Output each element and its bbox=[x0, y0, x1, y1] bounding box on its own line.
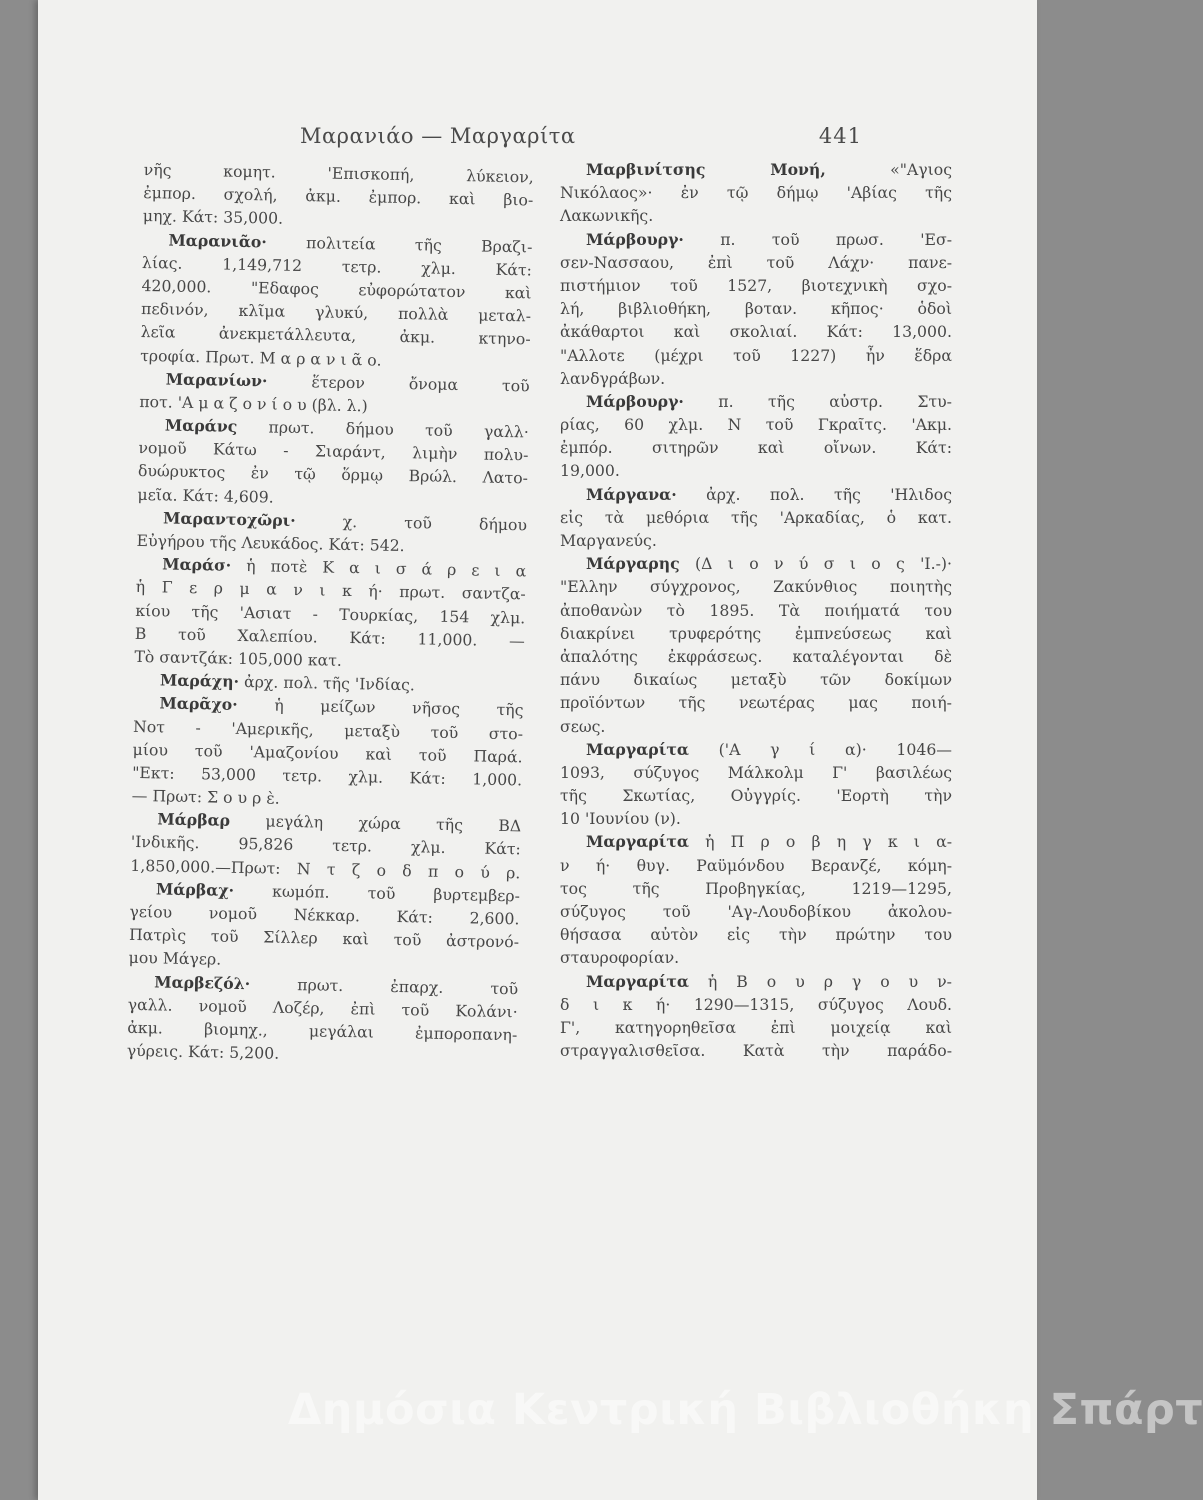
book-page bbox=[38, 0, 1203, 1500]
entry-text: τῆς Σκωτίας, Οὐγγρίς. 'Εορτὴ τὴν bbox=[560, 786, 952, 806]
entry-text: μίου τοῦ 'Αμαζονίου καὶ τοῦ Παρά. bbox=[132, 739, 523, 767]
entry-text: στραγγαλισθεῖσα. Κατὰ τὴν παράδο- bbox=[560, 1041, 952, 1061]
entry-headword: Μαρανίων· bbox=[165, 369, 268, 391]
text-line bbox=[560, 228, 952, 251]
text-line bbox=[560, 274, 952, 297]
text-line bbox=[560, 715, 952, 738]
entry-text: ἀρχ. πολ. τῆς 'Ηλιδος bbox=[676, 484, 952, 504]
text-line bbox=[560, 158, 952, 181]
entry-text: πιστήμιον τοῦ 1527, βιοτεχνικὴ σχο- bbox=[560, 275, 952, 295]
text-line bbox=[560, 854, 952, 877]
entry-text: νῆς κομητ. 'Επισκοπή, λύκειον, bbox=[143, 159, 534, 187]
text-line bbox=[560, 1016, 952, 1039]
entry-text: ἡ Γ ε ρ μ α ν ι κ ή· πρωτ. σαντζα- bbox=[135, 577, 526, 604]
entry-headword: Μαρᾶχο· bbox=[159, 693, 238, 715]
running-head bbox=[38, 124, 1037, 154]
entry-text: μεῖα. Κάτ: 4,609. bbox=[137, 484, 274, 507]
entry-text: 'Ινδικῆς. 95,826 τετρ. χλμ. Κάτ: bbox=[130, 832, 521, 859]
entry-text: — Πρωτ: Σ ο υ ρ ὲ. bbox=[131, 785, 280, 808]
entry-text: ἐμπόρ. σιτηρῶν καὶ οἴνων. Κάτ: bbox=[560, 438, 952, 458]
text-line bbox=[560, 367, 952, 390]
entry-text: χ. τοῦ δήμου bbox=[295, 510, 528, 535]
entry-text: ἐμπορ. σχολή, ἀκμ. ἐμπορ. καὶ βιο- bbox=[143, 183, 534, 210]
entry-text: δυώρυκτος ἐν τῷ ὅρμῳ Βρώλ. Λατο- bbox=[137, 461, 529, 488]
text-line bbox=[560, 251, 952, 274]
entry-text: ρίας, 60 χλμ. Ν τοῦ Γκραῖτς. 'Ακμ. bbox=[560, 415, 952, 435]
entry-text: κωμόπ. τοῦ βυρτεμβερ- bbox=[233, 880, 521, 906]
text-line bbox=[560, 830, 952, 853]
text-line bbox=[560, 993, 952, 1016]
entry-text: Λακωνικῆς. bbox=[560, 206, 654, 226]
text-line bbox=[560, 344, 952, 367]
entry-text: Γ', κατηγορηθεῖσα ἐπὶ μοιχείᾳ καὶ bbox=[560, 1017, 952, 1037]
entry-text: νομοῦ Κάτω - Σιαράντ, λιμὴν πολυ- bbox=[138, 438, 529, 465]
entry-text: πάνυ δικαίως μεταξὺ τῶν δοκίμων bbox=[560, 670, 952, 690]
entry-headword: Μαρβινίτσης Μονή, bbox=[586, 160, 826, 179]
text-line bbox=[560, 691, 952, 714]
entry-text: «"Αγιος bbox=[825, 160, 952, 179]
text-line bbox=[560, 529, 952, 552]
entry-text: τροφία. Πρωτ. Μ α ρ α ν ι ᾶ ο. bbox=[140, 345, 382, 370]
entry-text: σεν-Νασσαου, ἐπὶ τοῦ Λάχν· πανε- bbox=[560, 252, 952, 272]
text-line bbox=[560, 320, 952, 343]
entry-headword: Μάργαρης bbox=[586, 554, 680, 574]
text-line bbox=[560, 459, 952, 482]
entry-text: ἀπαλότης ἐκφράσεως. καταλέγονται δὲ bbox=[560, 646, 952, 666]
entry-text: Νοτ - 'Αμερικῆς, μεταξὺ τοῦ στο- bbox=[132, 716, 524, 743]
entry-headword: Μαργαρίτα bbox=[586, 739, 689, 759]
text-line bbox=[560, 181, 952, 204]
text-line bbox=[560, 413, 952, 436]
entry-text: πεδινόν, κλῖμα γλυκύ, πολλὰ μεταλ- bbox=[140, 299, 532, 326]
entry-text: (Δ ι ο ν ύ σ ι ο ς 'Ι.-)· bbox=[679, 554, 952, 574]
entry-text: Β τοῦ Χαλεπίου. Κάτ: 11,000. — bbox=[134, 623, 525, 651]
entry-headword: Μάργανα· bbox=[586, 484, 677, 504]
text-line bbox=[560, 297, 952, 320]
entry-text: 10 'Ιουνίου (ν). bbox=[560, 809, 681, 829]
entry-text: 19,000. bbox=[560, 461, 620, 481]
text-line bbox=[560, 784, 952, 807]
entry-text: σύζυγος τοῦ 'Αγ-Λουδοβίκου ἀκολου- bbox=[560, 902, 952, 921]
right-column bbox=[560, 158, 952, 1062]
entry-text: 1,850,000.—Πρωτ: Ν τ ζ ο δ π ο ύ ρ. bbox=[130, 855, 521, 882]
text-line bbox=[560, 970, 952, 993]
entry-text: ἀρχ. πολ. τῆς 'Ινδίας. bbox=[238, 672, 416, 695]
entry-text: ποτ. 'Α μ α ζ ο ν ί ο υ (βλ. λ.) bbox=[139, 391, 368, 416]
entry-text: Πατρὶς τοῦ Σίλλερ καὶ τοῦ ἀστρονό- bbox=[128, 925, 520, 952]
entry-text: μου Μάγερ. bbox=[128, 948, 222, 970]
entry-text: ν ή· θυγ. Ραϋμόνδου Βερανζέ, κόμη- bbox=[560, 855, 952, 875]
entry-text: "Ελλην σύγχρονος, Ζακύνθιος ποιητὴς bbox=[560, 577, 952, 597]
entry-text: π. τοῦ πρωσ. 'Εσ- bbox=[683, 229, 952, 249]
page-number: 441 bbox=[818, 124, 862, 148]
text-line bbox=[560, 761, 952, 784]
entry-text: πολιτεία τῆς Βραζι- bbox=[266, 231, 533, 257]
entry-text: σεως. bbox=[560, 716, 606, 736]
text-line bbox=[560, 622, 952, 645]
entry-headword: Μαρανιᾶο· bbox=[168, 230, 268, 251]
text-line bbox=[560, 483, 952, 506]
entry-headword: Μαράνς bbox=[164, 415, 238, 436]
entry-headword: Μαργαρίτα bbox=[586, 971, 689, 991]
entry-headword: Μάρβουργ· bbox=[586, 229, 684, 249]
text-line bbox=[560, 668, 952, 691]
entry-text: προϊόντων τῆς νεωτέρας μας ποιή- bbox=[560, 693, 952, 713]
text-line bbox=[560, 807, 952, 830]
text-line bbox=[560, 1039, 952, 1062]
entry-text: τος τῆς Προβηγκίας, 1219—1295, bbox=[560, 878, 952, 898]
entry-text: ἀποθανὼν τὸ 1895. Τὰ ποιήματά του bbox=[560, 600, 952, 620]
entry-headword: Μάρβαρ bbox=[157, 809, 231, 831]
entry-headword: Μαραντοχῶρι· bbox=[162, 508, 296, 530]
entry-headword: Μάρβαχ· bbox=[155, 879, 235, 900]
entry-text: π. τῆς αὐστρ. Στυ- bbox=[683, 391, 952, 411]
entry-text: μεγάλη χώρα τῆς ΒΔ bbox=[229, 811, 522, 836]
entry-text: Μαργανεύς. bbox=[560, 531, 657, 550]
text-line bbox=[560, 738, 952, 761]
entry-text: ('Α γ ί α)· 1046— bbox=[688, 739, 952, 759]
entry-headword: Μαρβεζόλ· bbox=[154, 971, 251, 993]
text-line bbox=[560, 552, 952, 575]
entry-text: πρωτ. δήμου τοῦ γαλλ· bbox=[237, 416, 529, 442]
text-line bbox=[560, 599, 952, 622]
entry-headword: Μαράσ· bbox=[162, 554, 232, 575]
entry-text: πρωτ. ἐπαρχ. τοῦ bbox=[250, 973, 519, 998]
left-column bbox=[127, 158, 534, 1070]
entry-text: εἰς τὰ μεθόρια τῆς 'Αρκαδίας, ὁ κατ. bbox=[560, 507, 952, 527]
entry-headword: Μαράχη· bbox=[159, 670, 240, 692]
entry-text: Τὸ σαντζάκ: 105,000 κατ. bbox=[134, 646, 343, 670]
entry-text: λή, βιβλιοθήκη, βοταν. κῆπος· ὁδοὶ bbox=[560, 299, 952, 319]
entry-text: λεῖα ἀνεκμετάλλευτα, ἀκμ. κτηνο- bbox=[140, 322, 531, 349]
text-line bbox=[560, 390, 952, 413]
entry-text: δ ι κ ή· 1290—1315, σύζυγος Λουδ. bbox=[560, 994, 952, 1014]
entry-text: ἡ μείζων νῆσος τῆς bbox=[237, 695, 524, 720]
entry-text: σταυροφορίαν. bbox=[560, 948, 680, 968]
entry-text: λίας. 1,149,712 τετρ. χλμ. Κάτ: bbox=[141, 252, 533, 280]
entry-text: "Εκτ: 53,000 τετρ. χλμ. Κάτ: 1,000. bbox=[132, 762, 523, 790]
text-line bbox=[560, 436, 952, 459]
text-line bbox=[560, 923, 952, 946]
entry-text: ἡ Π ρ ο β η γ κ ι α- bbox=[688, 832, 952, 852]
entry-headword: Μάρβουργ· bbox=[586, 391, 684, 411]
library-watermark: Δημόσια Κεντρική Βιβλιοθήκη Σπάρτ bbox=[288, 1385, 1203, 1435]
entry-text: διακρίνει τρυφερότης ἐμπνεύσεως καὶ bbox=[560, 623, 952, 643]
entry-text: 1093, σύζυγος Μάλκολμ Γ' βασιλέως bbox=[560, 762, 952, 782]
entry-text: ἀκάθαρτοι καὶ σκολιαί. Κάτ: 13,000. bbox=[560, 322, 952, 342]
running-head-title: Μαρανιάο — Μαργαρίτα bbox=[300, 124, 576, 148]
entry-text: λανδγράβων. bbox=[560, 368, 666, 388]
entry-text: ἡ Β ο υ ρ γ ο υ ν- bbox=[688, 971, 952, 991]
text-line bbox=[560, 575, 952, 598]
entry-headword: Μαργαρίτα bbox=[586, 832, 689, 852]
entry-text: ἀκμ. βιομηχ., μεγάλαι ἐμποροπανη- bbox=[127, 1017, 518, 1045]
entry-text: θήσασα αὐτὸν εἰς τὴν πρώτην του bbox=[560, 925, 952, 945]
text-line bbox=[560, 204, 952, 227]
entry-text: κίου τῆς 'Ασιατ - Τουρκίας, 154 χλμ. bbox=[135, 600, 526, 627]
text-line bbox=[560, 946, 952, 969]
entry-text: 420,000. "Εδαφος εὐφορώτατον καὶ bbox=[141, 275, 532, 303]
text-line bbox=[560, 506, 952, 529]
entry-text: γύρεις. Κάτ: 5,200. bbox=[126, 1040, 280, 1063]
entry-text: Εὐγήρου τῆς Λευκάδος. Κάτ: 542. bbox=[136, 530, 405, 556]
entry-text: Νικόλαος»· ἐν τῷ δήμῳ 'Αβίας τῆς bbox=[560, 183, 952, 203]
entry-text: μηχ. Κάτ: 35,000. bbox=[142, 206, 284, 229]
entry-text: ἡ ποτὲ Κ α ι σ ά ρ ε ι α bbox=[230, 555, 527, 581]
entry-text: ἕτερον ὄνομα τοῦ bbox=[267, 371, 530, 396]
text-line bbox=[560, 900, 952, 923]
text-line bbox=[560, 877, 952, 900]
entry-text: γείου νομοῦ Νέκκαρ. Κάτ: 2,600. bbox=[129, 901, 520, 929]
text-line bbox=[560, 645, 952, 668]
entry-text: γαλλ. νομοῦ Λοζέρ, ἐπὶ τοῦ Κολάνι· bbox=[127, 994, 518, 1022]
entry-text: "Αλλοτε (μέχρι τοῦ 1227) ἦν ἕδρα bbox=[560, 345, 952, 365]
